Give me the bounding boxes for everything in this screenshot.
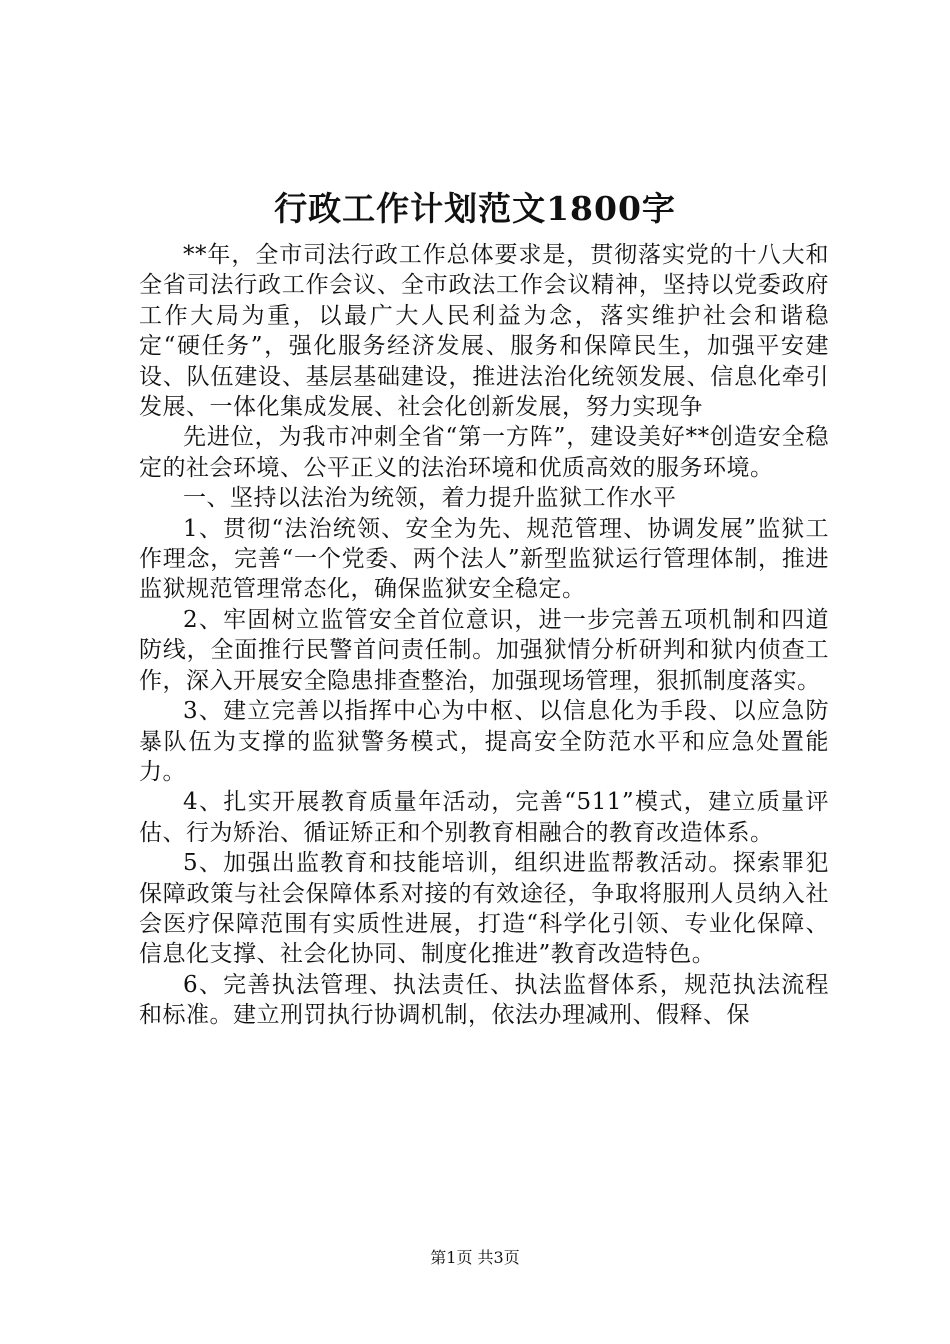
document-title: 行政工作计划范文1800字 xyxy=(274,189,676,228)
list-item-3: 3、建立完善以指挥中心为中枢、以信息化为手段、以应急防暴队伍为支撑的监狱警务模式，提高安全防范水平和应急处置能力。 xyxy=(139,698,829,785)
paragraph-intro: **年，全市司法行政工作总体要求是，贯彻落实党的十八大和全省司法行政工作会议、全市政法工作会议精神，坚持以党委政府工作大局为重，以最广大人民利益为念，落实维护社会和谐稳定“硬任务”，强化服务经济发展、服务和保障民生，加强平安建设、队伍建设、基层基础建设，推进法治化统领发展、信息化牵引发展、一体化集成发展、社会化创新发展，努力实现争 xyxy=(139,242,829,421)
paragraph-intro-continued: 先进位，为我市冲刺全省“第一方阵”，建设美好**创造安全稳定的社会环境、公平正义的法治环境和优质高效的服务环境。 xyxy=(139,424,829,481)
list-item-6: 6、完善执法管理、执法责任、执法监督体系，规范执法流程和标准。建立刑罚执行协调机制，依法办理减刑、假释、保 xyxy=(139,971,829,1029)
section-heading-1: 一、坚持以法治为统领，着力提升监狱工作水平 xyxy=(183,485,677,512)
list-item-4: 4、扎实开展教育质量年活动，完善“511”模式，建立质量评估、行为矫治、循证矫正和个别教育相融合的教育改造体系。 xyxy=(139,789,829,846)
list-item-5: 5、加强出监教育和技能培训，组织进监帮教活动。探索罪犯保障政策与社会保障体系对接的有效途径，争取将服刑人员纳入社会医疗保障范围有实质性进展，打造“科学化引领、专业化保障、信息化支撑、社会化协同、制度化推进”教育改造特色。 xyxy=(139,850,829,968)
list-item-2: 2、牢固树立监管安全首位意识，进一步完善五项机制和四道防线，全面推行民警首问责任制。加强狱情分析研判和狱内侦查工作，深入开展安全隐患排查整治，加强现场管理，狠抓制度落实。 xyxy=(139,606,829,694)
page-number-footer: 第1页 共3页 xyxy=(430,1248,520,1267)
document-body xyxy=(139,240,829,1031)
list-item-1: 1、贯彻“法治统领、安全为先、规范管理、协调发展”监狱工作理念，完善“一个党委、两个法人”新型监狱运行管理体制，推进监狱规范管理常态化，确保监狱安全稳定。 xyxy=(139,515,829,603)
